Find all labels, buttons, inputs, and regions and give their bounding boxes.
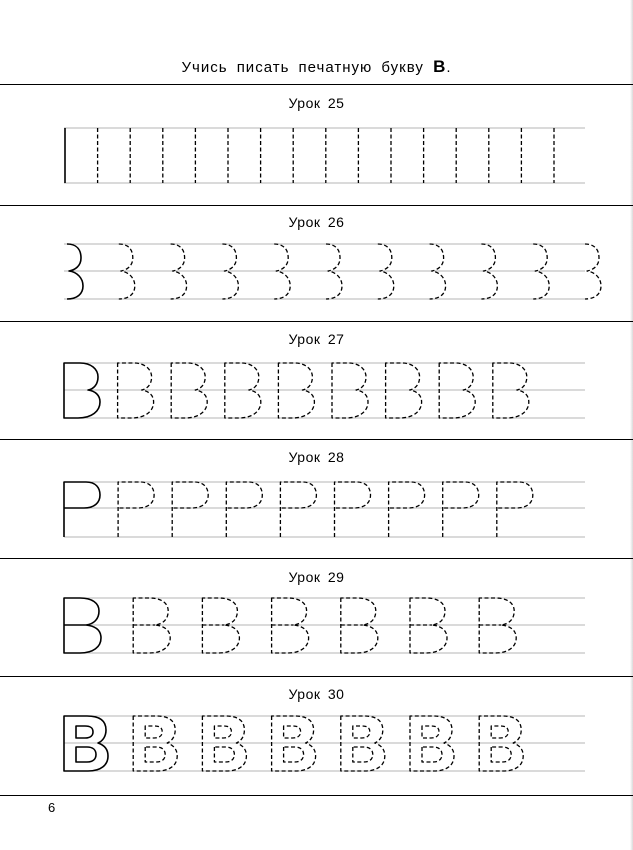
r-shape-trace — [335, 482, 371, 537]
lesson-label: Урок 30 — [288, 686, 345, 702]
divider-line — [0, 321, 633, 322]
r-shape-trace — [226, 482, 262, 537]
r-shape-trace — [118, 482, 154, 537]
lesson-label: Урок 27 — [288, 331, 345, 347]
divider-line — [0, 676, 633, 677]
divider-line — [0, 795, 633, 796]
title-text: Учись писать печатную букву — [181, 59, 424, 76]
r-shape-trace — [389, 482, 425, 537]
closed-bump-exercise-row — [0, 355, 633, 430]
divider-line — [0, 205, 633, 206]
r-shape-trace — [497, 482, 533, 537]
lesson-label: Урок 26 — [288, 214, 345, 230]
double-bump-trace — [585, 244, 601, 299]
r-shape-trace — [172, 482, 208, 537]
letter-v-exercise-row — [0, 592, 633, 667]
r-shape-sample — [64, 482, 100, 537]
title-letter: В — [433, 57, 447, 76]
r-shape-trace — [443, 482, 479, 537]
divider-line — [0, 439, 633, 440]
page-title — [0, 57, 633, 77]
page-number: 6 — [48, 800, 56, 815]
r-shape-exercise-row — [0, 474, 633, 549]
bump-exercise-row — [0, 236, 633, 311]
r-shape-trace — [280, 482, 316, 537]
divider-line — [0, 84, 633, 85]
stroke-exercise-row — [0, 120, 633, 200]
lesson-label: Урок 29 — [288, 569, 345, 585]
lesson-label: Урок 28 — [288, 449, 345, 465]
lesson-label: Урок 25 — [288, 95, 345, 111]
outline-v-exercise-row — [0, 710, 633, 785]
title-period: . — [446, 59, 452, 76]
divider-line — [0, 558, 633, 559]
